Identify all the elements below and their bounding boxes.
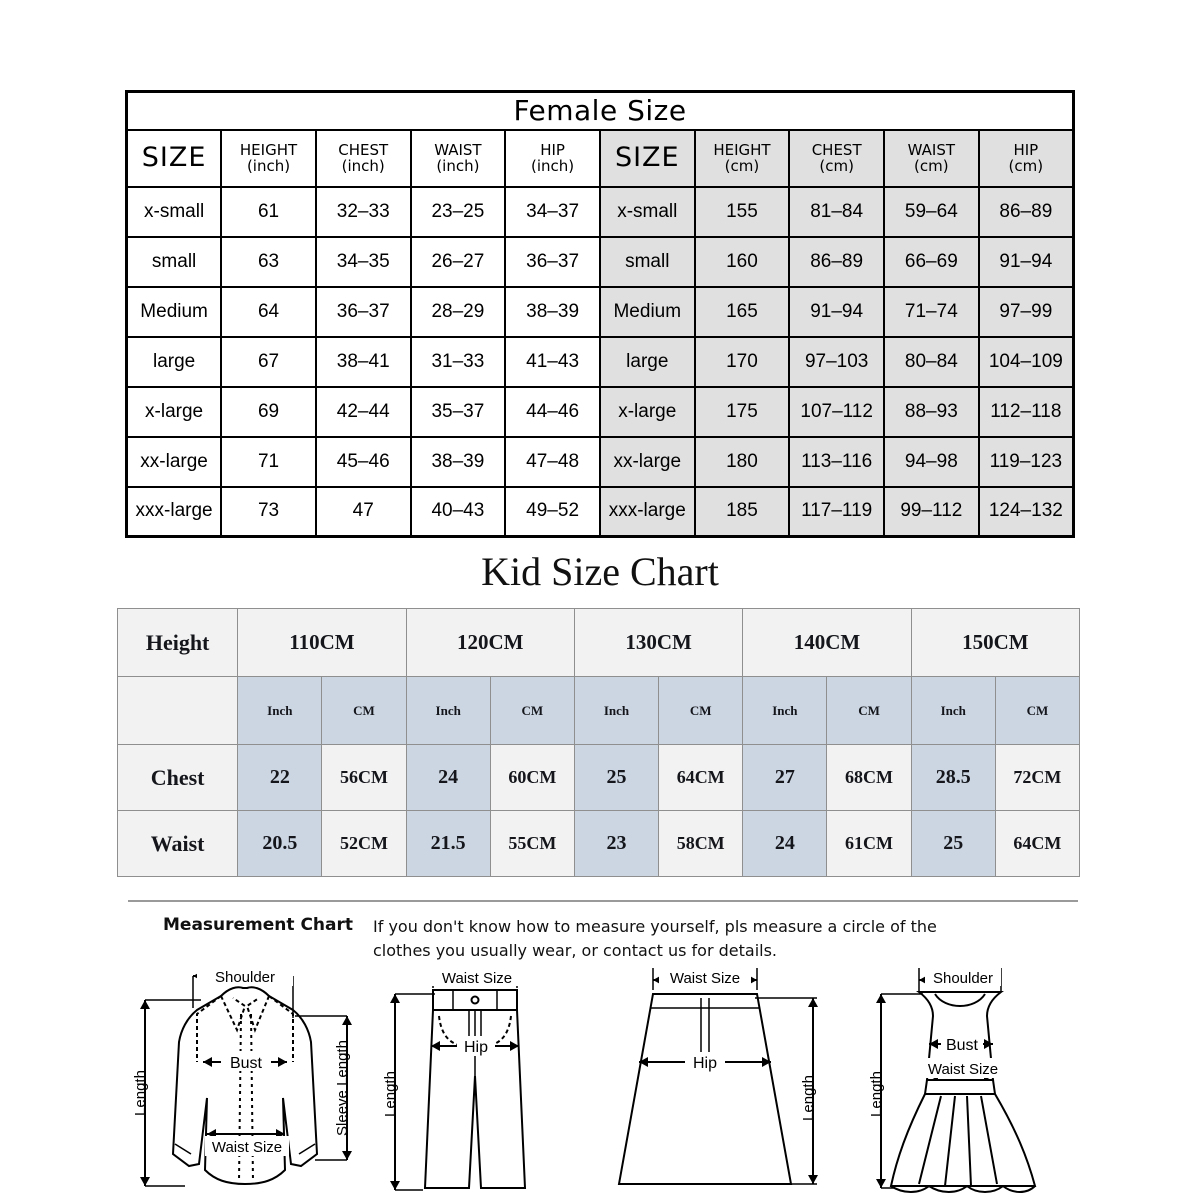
cell-size-cm: small — [600, 237, 695, 287]
cell-height-cm: 160 — [695, 237, 790, 287]
kid-unit-cm-140: CM — [827, 677, 911, 745]
header-hip-text: HIP — [540, 140, 565, 159]
cell-size-cm: large — [600, 337, 695, 387]
cell-waist-cm: 59–64 — [884, 187, 979, 237]
header-height-cm — [695, 130, 790, 187]
cell-hip-inch: 49–52 — [505, 487, 600, 537]
skirt-waist-label: Waist Size — [669, 970, 741, 987]
cell-height-cm: 175 — [695, 387, 790, 437]
kid-height-150: 150CM — [911, 609, 1079, 677]
header-height-text: HEIGHT — [713, 140, 771, 159]
section-divider — [128, 900, 1078, 902]
header-chest-inch — [316, 130, 411, 187]
kid-size-table-container — [117, 608, 1080, 877]
measurement-chart-note: If you don't know how to measure yourself, pls measure a circle of the clothes you usually wear, or contact us for details. — [373, 917, 937, 960]
cell-height-cm: 185 — [695, 487, 790, 537]
cell-chest-inch: 38–41 — [316, 337, 411, 387]
cell-height-inch: 64 — [221, 287, 316, 337]
measurement-figures — [125, 958, 1085, 1198]
cell-chest-cm: 97–103 — [789, 337, 884, 387]
cell-size-cm: xxx-large — [600, 487, 695, 537]
cell-waist-inch: 26–27 — [411, 237, 506, 287]
cell-height-cm: 170 — [695, 337, 790, 387]
kid-waist-cm-130: 58CM — [659, 811, 743, 877]
kid-waist-cm-140: 61CM — [827, 811, 911, 877]
cell-hip-inch: 38–39 — [505, 287, 600, 337]
header-waist-text: WAIST — [434, 140, 482, 159]
skirt-hip-label: Hip — [692, 1055, 718, 1072]
female-header-row — [127, 130, 1074, 187]
kid-height-130: 130CM — [574, 609, 742, 677]
skirt-diagram-icon — [605, 958, 845, 1198]
kid-unit-header-row — [118, 677, 1080, 745]
kid-unit-cm-120: CM — [490, 677, 574, 745]
header-hip-inch — [505, 130, 600, 187]
dress-shoulder-label: Shoulder — [932, 970, 994, 987]
table-row — [127, 487, 1074, 537]
table-row — [127, 337, 1074, 387]
table-row — [127, 387, 1074, 437]
female-size-table — [125, 90, 1075, 538]
cell-waist-inch: 28–29 — [411, 287, 506, 337]
kid-waist-inch-130: 23 — [574, 811, 658, 877]
cell-size-inch: xxx-large — [127, 487, 222, 537]
header-chest-text: CHEST — [811, 140, 862, 159]
cell-hip-cm: 124–132 — [979, 487, 1074, 537]
pants-figure — [365, 958, 605, 1198]
header-hip-text: HIP — [1013, 140, 1039, 159]
kid-size-chart-title: Kid Size Chart — [481, 549, 719, 594]
table-row — [127, 187, 1074, 237]
kid-waist-cm-120: 55CM — [490, 811, 574, 877]
kid-chest-cm-150: 72CM — [995, 745, 1079, 811]
kid-unit-cm-150: CM — [995, 677, 1079, 745]
cell-size-cm: xx-large — [600, 437, 695, 487]
cell-size-inch: small — [127, 237, 222, 287]
kid-unit-inch-110: Inch — [238, 677, 322, 745]
cell-size-cm: x-small — [600, 187, 695, 237]
cell-chest-cm: 86–89 — [789, 237, 884, 287]
cell-height-inch: 67 — [221, 337, 316, 387]
kid-chest-inch-130: 25 — [574, 745, 658, 811]
kid-unit-inch-130: Inch — [574, 677, 658, 745]
cell-chest-inch: 45–46 — [316, 437, 411, 487]
skirt-length-label: Length — [800, 1075, 817, 1121]
cell-chest-cm: 107–112 — [789, 387, 884, 437]
kid-height-label: Height — [118, 609, 238, 677]
table-row — [127, 237, 1074, 287]
cell-hip-inch: 41–43 — [505, 337, 600, 387]
shirt-bust-label: Bust — [229, 1055, 263, 1072]
kid-waist-cm-150: 64CM — [995, 811, 1079, 877]
kid-height-header-row — [118, 609, 1080, 677]
kid-row-label-chest: Chest — [118, 745, 238, 811]
cell-waist-cm: 66–69 — [884, 237, 979, 287]
shirt-shoulder-label: Shoulder — [214, 969, 276, 986]
cell-chest-cm: 117–119 — [789, 487, 884, 537]
cell-size-cm: x-large — [600, 387, 695, 437]
kid-unit-inch-120: Inch — [406, 677, 490, 745]
kid-unit-cm-110: CM — [322, 677, 406, 745]
cell-chest-cm: 113–116 — [789, 437, 884, 487]
header-hip-cm — [979, 130, 1074, 187]
cell-hip-inch: 44–46 — [505, 387, 600, 437]
cell-height-inch: 61 — [221, 187, 316, 237]
dress-diagram-icon — [845, 958, 1085, 1198]
cell-waist-cm: 94–98 — [884, 437, 979, 487]
cell-waist-cm: 99–112 — [884, 487, 979, 537]
cell-waist-cm: 88–93 — [884, 387, 979, 437]
kid-chest-inch-110: 22 — [238, 745, 322, 811]
header-chest-text: CHEST — [338, 140, 389, 159]
header-waist-cm — [884, 130, 979, 187]
cell-height-cm: 155 — [695, 187, 790, 237]
header-unit-cm: (cm) — [1008, 157, 1044, 175]
cell-height-inch: 69 — [221, 387, 316, 437]
header-size-inch: SIZE — [127, 130, 222, 187]
cell-chest-cm: 81–84 — [789, 187, 884, 237]
female-table-title: Female Size — [127, 92, 1074, 130]
kid-row-label-waist: Waist — [118, 811, 238, 877]
cell-height-inch: 63 — [221, 237, 316, 287]
female-title-row — [127, 92, 1074, 130]
table-row — [118, 745, 1080, 811]
shirt-length-label: Length — [132, 1070, 149, 1116]
cell-hip-cm: 119–123 — [979, 437, 1074, 487]
cell-size-inch: large — [127, 337, 222, 387]
cell-hip-inch: 47–48 — [505, 437, 600, 487]
kid-waist-inch-120: 21.5 — [406, 811, 490, 877]
cell-height-cm: 180 — [695, 437, 790, 487]
cell-size-inch: x-small — [127, 187, 222, 237]
header-height-inch — [221, 130, 316, 187]
cell-chest-cm: 91–94 — [789, 287, 884, 337]
cell-chest-inch: 34–35 — [316, 237, 411, 287]
cell-waist-inch: 31–33 — [411, 337, 506, 387]
cell-hip-cm: 104–109 — [979, 337, 1074, 387]
kid-height-110: 110CM — [238, 609, 406, 677]
cell-hip-cm: 86–89 — [979, 187, 1074, 237]
cell-size-inch: x-large — [127, 387, 222, 437]
kid-unit-inch-140: Inch — [743, 677, 827, 745]
kid-unit-cm-130: CM — [659, 677, 743, 745]
header-unit-inch: (inch) — [436, 157, 480, 175]
cell-height-cm: 165 — [695, 287, 790, 337]
cell-height-inch: 73 — [221, 487, 316, 537]
table-row — [127, 437, 1074, 487]
cell-waist-inch: 40–43 — [411, 487, 506, 537]
cell-chest-inch: 36–37 — [316, 287, 411, 337]
pants-waist-label: Waist Size — [441, 970, 513, 987]
kid-size-table — [117, 608, 1080, 877]
kid-chest-inch-140: 27 — [743, 745, 827, 811]
kid-chest-cm-130: 64CM — [659, 745, 743, 811]
dress-waist-label: Waist Size — [927, 1061, 999, 1078]
cell-height-inch: 71 — [221, 437, 316, 487]
cell-hip-cm: 91–94 — [979, 237, 1074, 287]
header-unit-inch: (inch) — [531, 157, 575, 175]
cell-hip-inch: 34–37 — [505, 187, 600, 237]
cell-chest-inch: 42–44 — [316, 387, 411, 437]
kid-waist-inch-150: 25 — [911, 811, 995, 877]
pants-hip-label: Hip — [463, 1039, 489, 1056]
kid-waist-inch-110: 20.5 — [238, 811, 322, 877]
shirt-figure — [125, 958, 365, 1198]
kid-chest-inch-150: 28.5 — [911, 745, 995, 811]
skirt-figure — [605, 958, 845, 1198]
cell-size-inch: xx-large — [127, 437, 222, 487]
kid-chest-cm-110: 56CM — [322, 745, 406, 811]
cell-waist-cm: 80–84 — [884, 337, 979, 387]
table-row — [118, 811, 1080, 877]
header-waist-text: WAIST — [907, 140, 956, 159]
pants-length-label: Length — [382, 1071, 399, 1117]
header-unit-cm: (cm) — [724, 157, 760, 175]
header-unit-inch: (inch) — [246, 157, 291, 175]
female-size-table-container — [125, 90, 1075, 538]
cell-chest-inch: 32–33 — [316, 187, 411, 237]
kid-chest-cm-120: 60CM — [490, 745, 574, 811]
cell-size-cm: Medium — [600, 287, 695, 337]
cell-waist-inch: 35–37 — [411, 387, 506, 437]
dress-figure — [845, 958, 1085, 1198]
kid-chest-cm-140: 68CM — [827, 745, 911, 811]
shirt-waist-label: Waist Size — [211, 1139, 283, 1156]
header-waist-inch — [411, 130, 506, 187]
kid-waist-inch-140: 24 — [743, 811, 827, 877]
pants-diagram-icon — [365, 958, 605, 1198]
cell-chest-inch: 47 — [316, 487, 411, 537]
header-chest-cm — [789, 130, 884, 187]
measurement-chart-title: Measurement Chart — [163, 915, 354, 935]
header-size-cm: SIZE — [600, 130, 695, 187]
dress-bust-label: Bust — [945, 1037, 979, 1054]
kid-unit-inch-150: Inch — [911, 677, 995, 745]
header-unit-cm: (cm) — [914, 157, 949, 175]
cell-waist-cm: 71–74 — [884, 287, 979, 337]
kid-height-120: 120CM — [406, 609, 574, 677]
kid-unit-blank — [118, 677, 238, 745]
shirt-sleeve-length-label: Sleeve Length — [334, 1040, 351, 1136]
kid-height-140: 140CM — [743, 609, 911, 677]
header-unit-cm: (cm) — [819, 157, 854, 175]
cell-waist-inch: 38–39 — [411, 437, 506, 487]
cell-hip-cm: 112–118 — [979, 387, 1074, 437]
cell-size-inch: Medium — [127, 287, 222, 337]
cell-hip-cm: 97–99 — [979, 287, 1074, 337]
cell-waist-inch: 23–25 — [411, 187, 506, 237]
header-height-text: HEIGHT — [239, 140, 298, 159]
dress-length-label: Length — [868, 1071, 885, 1117]
kid-chest-inch-120: 24 — [406, 745, 490, 811]
shirt-diagram-icon — [125, 958, 365, 1198]
header-unit-inch: (inch) — [341, 157, 385, 175]
kid-waist-cm-110: 52CM — [322, 811, 406, 877]
cell-hip-inch: 36–37 — [505, 237, 600, 287]
table-row — [127, 287, 1074, 337]
